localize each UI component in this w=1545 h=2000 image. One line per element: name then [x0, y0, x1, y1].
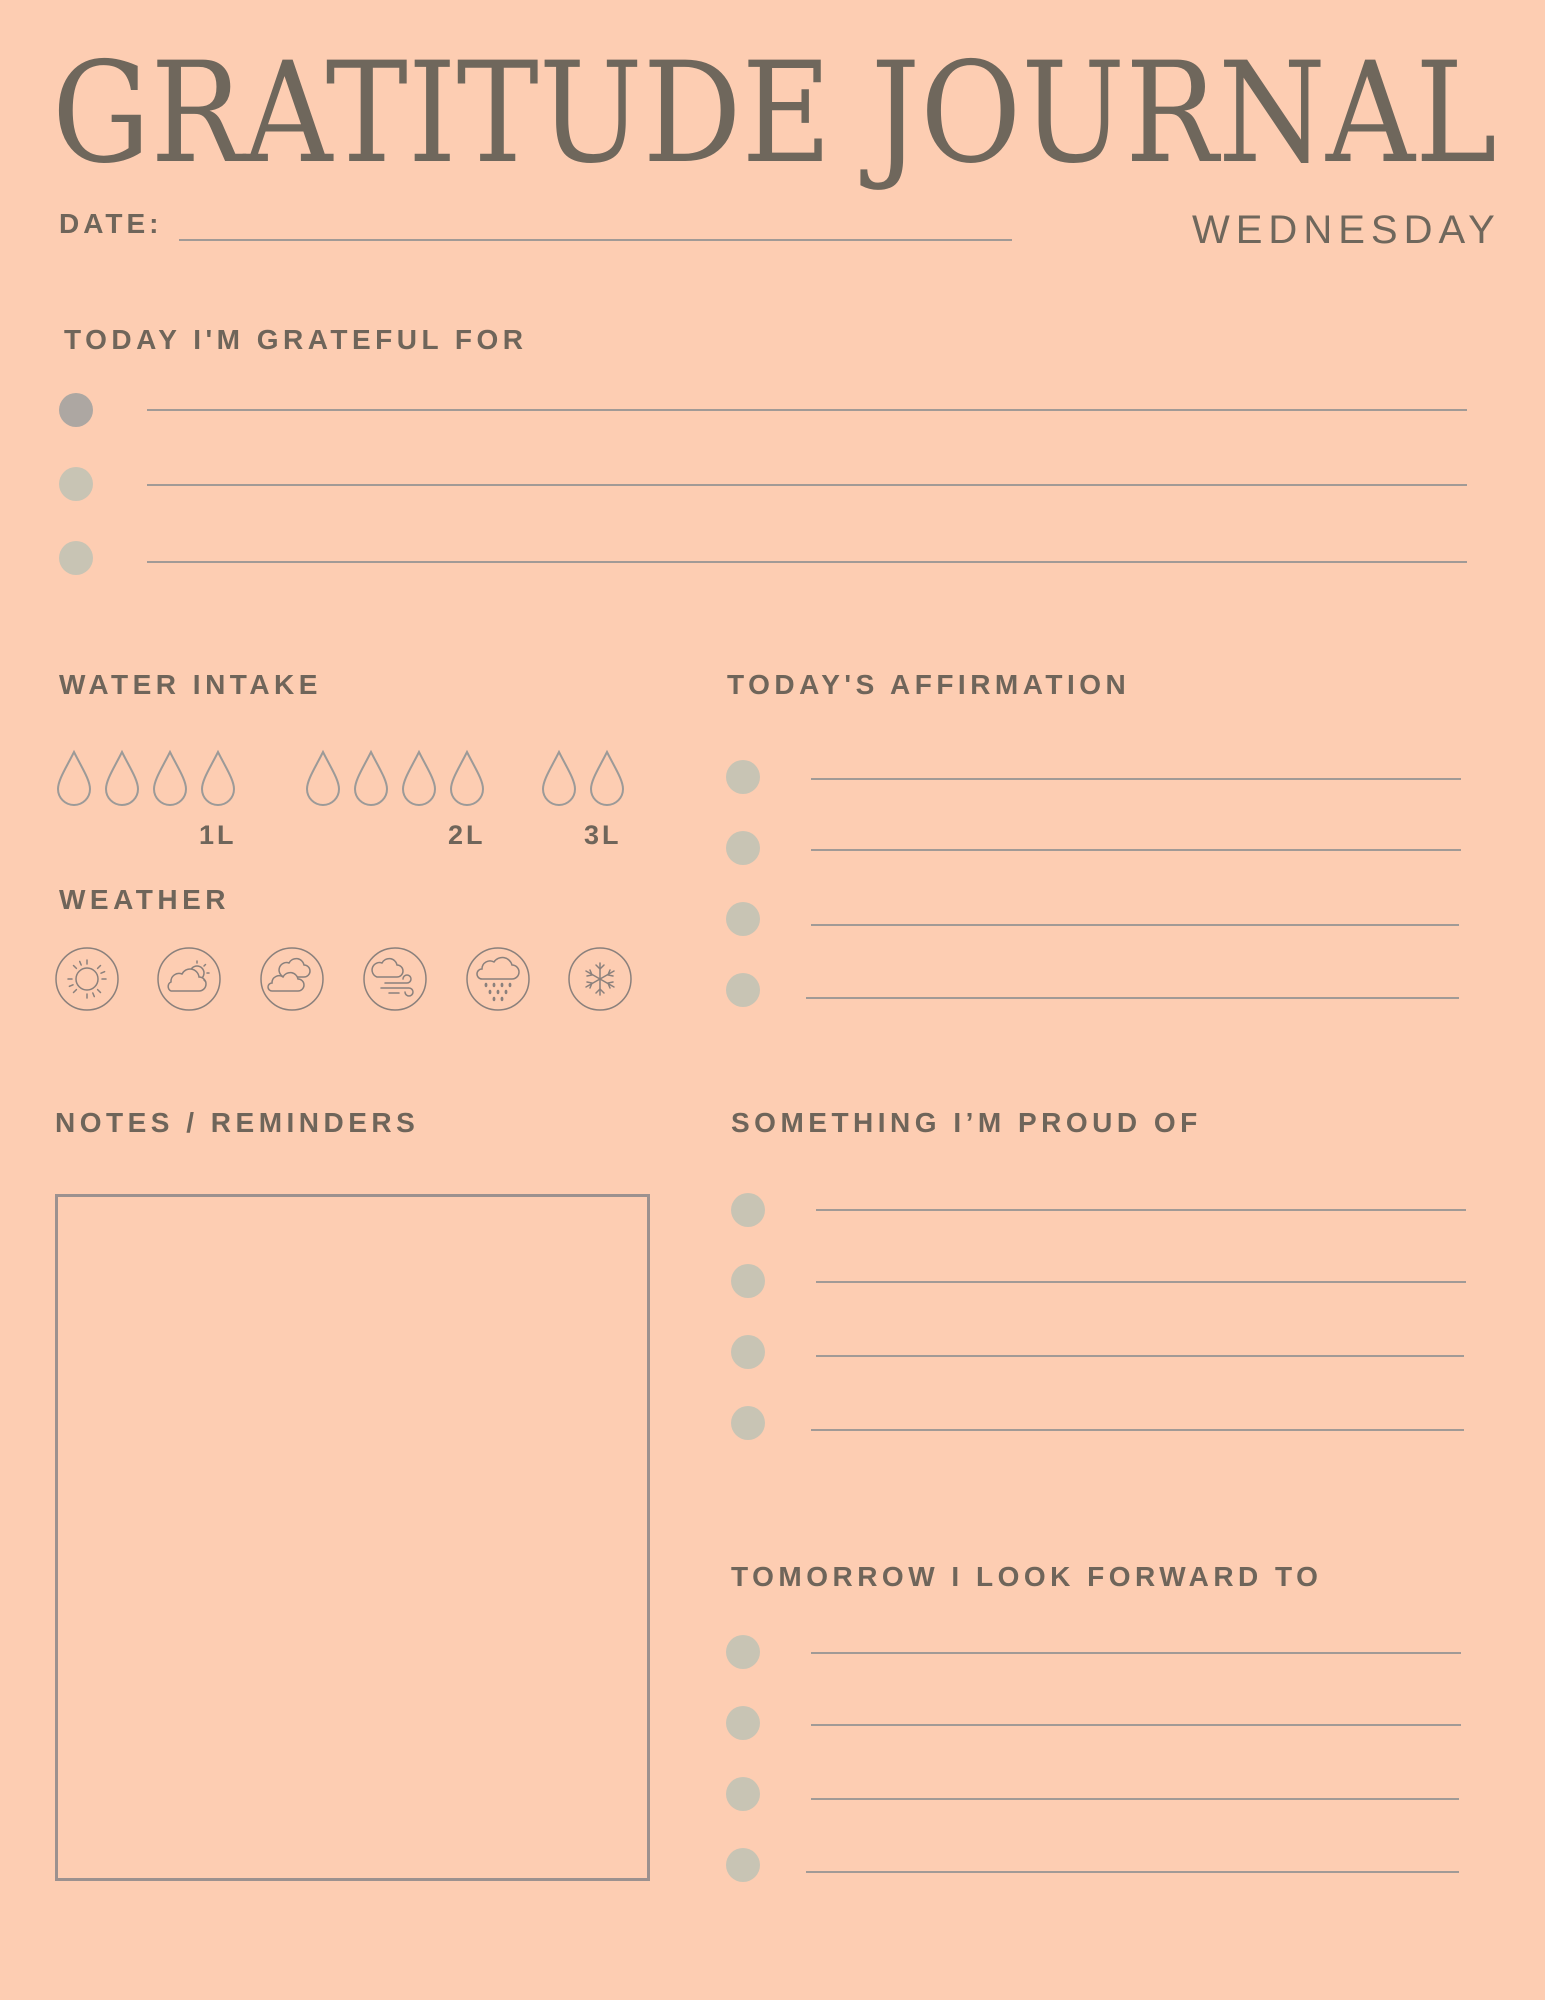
water-drop-icon — [591, 752, 623, 805]
affirmation-heading: TODAY'S AFFIRMATION — [727, 669, 1131, 700]
water-drop-icon — [403, 752, 435, 805]
water-drop-icon — [543, 752, 575, 805]
water-drop-icon — [202, 752, 234, 805]
tomorrow-bullet[interactable] — [726, 1777, 760, 1811]
date-input-line[interactable] — [179, 239, 1012, 241]
water-drop-icon — [58, 752, 90, 805]
sunny-icon[interactable] — [55, 947, 119, 1011]
affirmation-bullet[interactable] — [726, 760, 760, 794]
water-label-2l: 2L — [448, 820, 486, 850]
proud-bullet[interactable] — [731, 1264, 765, 1298]
grateful-line-1[interactable] — [147, 409, 1467, 411]
snowy-icon[interactable] — [568, 947, 632, 1011]
affirmation-line-2[interactable] — [811, 849, 1461, 851]
proud-line-2[interactable] — [816, 1281, 1466, 1283]
tomorrow-line-3[interactable] — [811, 1798, 1459, 1800]
water-drop-icon — [355, 752, 387, 805]
proud-bullet[interactable] — [731, 1335, 765, 1369]
grateful-bullet[interactable] — [59, 467, 93, 501]
date-label: DATE: — [59, 208, 163, 239]
affirmation-bullet[interactable] — [726, 973, 760, 1007]
water-drops — [56, 748, 636, 808]
tomorrow-heading: TOMORROW I LOOK FORWARD TO — [731, 1561, 1323, 1592]
affirmation-line-4[interactable] — [806, 997, 1459, 999]
rainy-icon[interactable] — [466, 947, 530, 1011]
cloudy-icon[interactable] — [260, 947, 324, 1011]
grateful-line-2[interactable] — [147, 484, 1467, 486]
proud-bullet[interactable] — [731, 1193, 765, 1227]
weather-heading: WEATHER — [59, 884, 230, 915]
notes-heading: NOTES / REMINDERS — [55, 1107, 420, 1138]
tomorrow-bullet[interactable] — [726, 1635, 760, 1669]
water-drop-icon — [307, 752, 339, 805]
grateful-bullet[interactable] — [59, 393, 93, 427]
water-label-3l: 3L — [584, 820, 622, 850]
page-title: GRATITUDE JOURNAL — [52, 32, 1497, 194]
affirmation-bullet[interactable] — [726, 902, 760, 936]
water-drop-icon — [451, 752, 483, 805]
weekday-label: WEDNESDAY — [1192, 208, 1501, 252]
partly-cloudy-icon[interactable] — [157, 947, 221, 1011]
tomorrow-line-1[interactable] — [811, 1652, 1461, 1654]
tomorrow-bullet[interactable] — [726, 1848, 760, 1882]
grateful-bullet[interactable] — [59, 541, 93, 575]
grateful-heading: TODAY I'M GRATEFUL FOR — [64, 324, 528, 355]
water-drop-icon — [106, 752, 138, 805]
water-drop-icon — [154, 752, 186, 805]
affirmation-line-1[interactable] — [811, 778, 1461, 780]
proud-line-1[interactable] — [816, 1209, 1466, 1211]
tomorrow-bullet[interactable] — [726, 1706, 760, 1740]
water-label-1l: 1L — [199, 820, 237, 850]
affirmation-bullet[interactable] — [726, 831, 760, 865]
proud-bullet[interactable] — [731, 1406, 765, 1440]
affirmation-line-3[interactable] — [811, 924, 1459, 926]
notes-box[interactable] — [55, 1194, 650, 1881]
proud-line-3[interactable] — [816, 1355, 1464, 1357]
proud-line-4[interactable] — [811, 1429, 1464, 1431]
windy-icon[interactable] — [363, 947, 427, 1011]
proud-heading: SOMETHING I’M PROUD OF — [731, 1107, 1202, 1138]
water-intake-heading: WATER INTAKE — [59, 669, 322, 700]
tomorrow-line-2[interactable] — [811, 1724, 1461, 1726]
tomorrow-line-4[interactable] — [806, 1871, 1459, 1873]
grateful-line-3[interactable] — [147, 561, 1467, 563]
